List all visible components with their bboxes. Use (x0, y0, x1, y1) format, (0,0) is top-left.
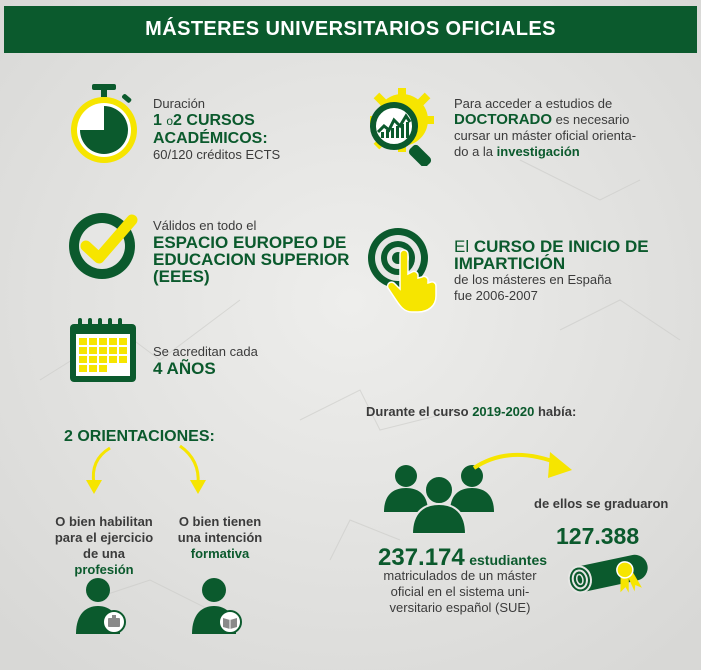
orientation-right: O bien tienen una intención formativa (177, 514, 263, 561)
person-book-icon (190, 576, 246, 636)
duration-value-line2: ACADÉMICOS: (153, 130, 268, 147)
enrolled-number: 237.174 (378, 544, 465, 571)
stats-intro: Durante el curso 2019-2020 había: (366, 404, 577, 419)
calendar-icon (66, 316, 142, 386)
duration-value-line1: 1 o2 CURSOS (153, 112, 255, 129)
orientations-title: 2 ORIENTACIONES: (64, 428, 215, 445)
stopwatch-icon (66, 82, 142, 166)
person-briefcase-icon (74, 576, 130, 636)
target-touch-icon (364, 224, 444, 316)
curved-arrow-icon (470, 444, 580, 494)
doctorate-text: Para acceder a estudios de DOCTORADO es necesario cursar un máster oficial orienta- do a la investigación (454, 96, 637, 159)
accreditation-text: Se acreditan cada 4 AÑOS (153, 344, 258, 378)
duration-label: Duración (153, 96, 206, 111)
start-text: El CURSO DE INICIO DE IMPARTICIÓN de los másteres en España fue 2006-2007 (454, 237, 649, 303)
duration-text (153, 96, 280, 163)
orientation-left: O bien habilitan para el ejercicio de una profesión (54, 514, 154, 577)
enrolled-block (378, 546, 547, 570)
graduated-number: 127.388 (556, 523, 640, 549)
eees-text: Válidos en todo el ESPACIO EUROPEO DE EDUCACION SUPERIOR (EEES) (153, 218, 350, 286)
graduated-label: de ellos se graduaron (534, 496, 669, 511)
enrolled-label: estudiantes (469, 552, 548, 568)
duration-credits: 60/120 créditos ECTS (153, 147, 281, 162)
curved-arrow-icon (70, 440, 230, 500)
magnifier-chart-icon (364, 86, 444, 166)
check-badge-icon (66, 206, 148, 282)
page-title: MÁSTERES UNIVERSITARIOS OFICIALES (145, 18, 556, 40)
header-banner (4, 6, 697, 53)
graduated-number-wrap (556, 524, 639, 549)
enrolled-description: matriculados de un máster oficial en el sistema uni- versitario español (SUE) (383, 568, 537, 615)
diploma-icon (562, 548, 658, 596)
